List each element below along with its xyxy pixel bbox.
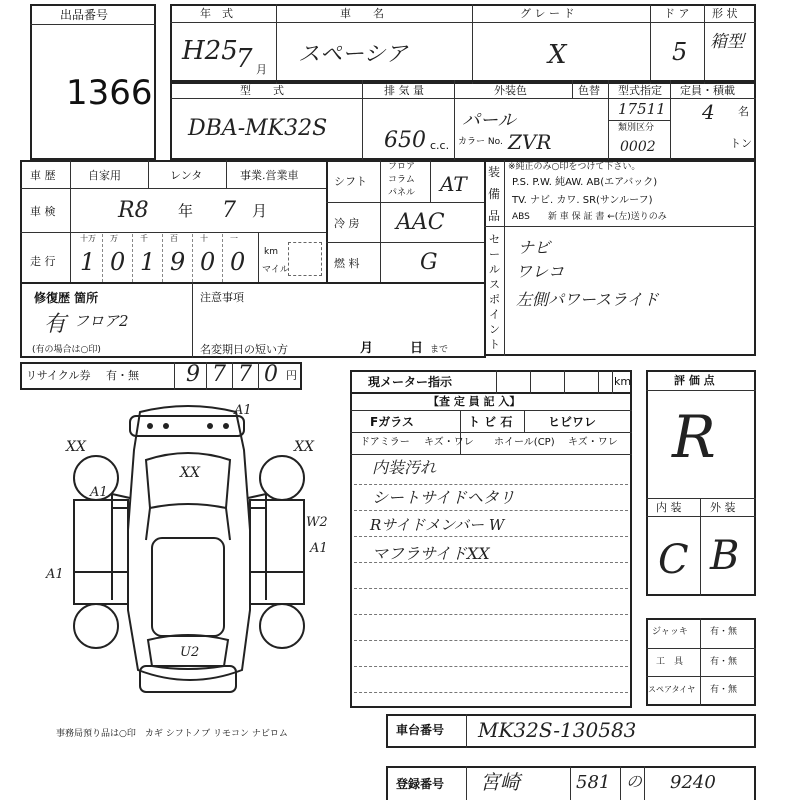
recycle-divider [258,362,259,390]
mileage-end-divider [258,232,259,284]
month-value: 7 [236,44,253,74]
mark-9: A1 [90,485,108,500]
recycle-digit: 9 [186,362,200,387]
mileage-divider [162,234,163,282]
mileage-digit: 1 [140,248,156,276]
interior-label: 内 装 [656,501,682,514]
mileage-divider [222,234,223,282]
equipment-row-1: P.S. P.W. 純AW. AB(エアバック) [512,177,658,188]
sales-point-1: ナビ [518,238,551,257]
registration-class: 581 [576,772,611,793]
inspection-year-unit: 年 [178,202,194,220]
capacity-value: 4 [702,100,715,124]
repair-label: 修復歴 箇所 [34,291,99,305]
glass-crack: ヒビワレ [548,415,597,429]
mileage-divider [132,234,133,282]
mark-5: W2 [306,515,328,530]
short-name-label: 名変期日の短い方 [200,343,288,356]
inspector-line [354,666,628,667]
equipment-vertical-char: 備 [488,187,501,201]
door-label: ド ア [664,7,690,20]
color-change-label: 色替 [578,84,600,97]
jack-option: 有・無 [710,627,738,637]
meter-label: 現メーター指示 [368,375,453,389]
car-name-label: 車 名 [340,7,384,20]
recycle-digit: 7 [238,362,252,387]
inspector-line [354,614,628,615]
shift-label: シフト [334,175,367,188]
rental-label: レンタ [170,169,203,182]
spare-option: 有・無 [710,685,738,695]
car-name-value: スペーシア [298,42,408,67]
mark-6: A1 [310,541,328,556]
fuel-label: 燃 料 [334,257,360,270]
inspector-note-4: マフラサイドXX [372,544,490,563]
color-label: 外装色 [494,84,527,97]
model-designation-label: 型式指定 [618,84,662,97]
mileage-divider [192,234,193,282]
day-label: 日 [410,341,424,356]
recycle-label: リサイクル券 [26,369,91,382]
interior-value: C [658,537,689,583]
wheel-options: キズ・ワレ [568,437,618,448]
shift-option: コラム [388,175,415,185]
registration-kana: の [626,772,643,791]
chassis-label: 車台番号 [396,723,445,737]
inspector-line [354,692,628,693]
mileage-digit: 0 [110,248,126,276]
equipment-vertical-char: 品 [488,209,501,223]
score-value: R [672,403,716,471]
mileage-digit: 9 [170,248,186,276]
mark-3: A1 [234,403,252,418]
color-value: パール [462,110,516,131]
tool-option: 有・無 [710,657,738,667]
mark-1: XX [66,439,86,455]
mileage-unit-label: 百 [170,234,178,243]
year-label: 年 式 [200,7,233,20]
mileage-unit-label: 万 [110,234,118,243]
ac-label: 冷 房 [334,217,360,230]
exterior-label: 外 装 [710,501,736,514]
repair-value: 有 [44,312,67,337]
mileage-unit-label: 十 [200,234,208,243]
load-unit: トン [730,137,752,150]
business-label: 事業.営業車 [240,169,299,182]
month-label: 月 [360,341,374,356]
recycle-digit: 0 [264,362,278,387]
mileage-digit: 1 [80,248,96,276]
inspector-line [354,484,628,485]
sales-point-3: 左側パワースライド [516,290,659,309]
inspector-title: 【査 定 員 記 入】 [428,395,521,408]
inspector-line [354,536,628,537]
type-value: DBA-MK32S [188,116,328,141]
history-label: 車 歴 [30,169,56,182]
spare-label: スペアタイヤ [648,685,696,694]
registration-region: 宮崎 [480,770,520,794]
mileage-unit-label: 千 [140,234,148,243]
glass-options: ト ビ 石 [468,415,513,429]
mileage-digit: 0 [200,248,216,276]
registration-number: 9240 [670,772,716,793]
registration-label: 登録番号 [396,777,445,791]
inspection-month-unit: 月 [252,202,268,220]
displacement-unit: c.c. [430,139,450,152]
ac-value: AAC [396,210,445,235]
sales-vertical-char: イ [489,308,500,321]
displacement-value: 650 [384,128,426,153]
mirror-label: ドアミラー [360,437,410,448]
category-value: 0002 [620,139,656,155]
capacity-label: 定員・積載 [680,84,735,97]
equipment-row-3: ABS 新 車 保 証 書 ←(左)送りのみ [512,212,667,222]
displacement-label: 排 気 量 [384,84,424,97]
repair-note: フロア2 [74,312,129,330]
mileage-label: 走 行 [30,255,56,268]
mileage-divider [102,234,103,282]
fuel-value: G [420,250,438,275]
capacity-unit: 名 [738,105,749,118]
door-value: 5 [672,38,688,66]
car-diagram [0,390,340,720]
shift-option: フロア [388,162,416,172]
office-note: 事務局預り品は○印 カギ シフトノブ リモコン ナビロム [56,729,288,739]
score-label: 評 価 点 [674,374,715,387]
inspection-month: 7 [222,198,236,223]
recycle-unit: 円 [286,369,297,382]
equipment-row-2: TV. ナビ. カワ. SR(サンルーフ) [512,195,653,206]
until-label: まで [430,345,449,355]
shape-value: 箱型 [710,32,744,52]
inspector-note-2: シートサイドヘタリ [372,488,515,507]
sales-vertical-char: ー [489,248,500,261]
inspector-note-1: 内装汚れ [372,458,437,477]
color-code-label: カラー No. [458,137,503,147]
inspector-line [354,640,628,641]
sales-vertical-char: ポ [489,293,500,306]
mileage-unit-label: 十万 [80,234,96,243]
private-label: 自家用 [88,169,121,182]
mile-label: マイル [262,265,289,275]
mileage-digit: 0 [230,248,246,276]
tool-label: 工 具 [656,657,684,667]
model-designation-value: 17511 [618,100,666,118]
jack-label: ジャッキ [652,627,688,637]
sales-vertical-char: ン [489,323,500,336]
mileage-unit-label: 一 [230,234,238,243]
mark-8: U2 [180,645,200,660]
sales-vertical-char: ト [489,338,500,351]
equipment-box [484,160,756,356]
shape-label: 形 状 [712,7,738,20]
recycle-digit: 7 [212,362,226,387]
lot-number: 1366 [66,73,153,113]
sales-vertical-char: ル [489,263,500,276]
notes-label: 注意事項 [200,291,244,304]
inspector-line [354,588,628,589]
shift-value: AT [440,172,467,196]
year-value: H25 [182,36,238,66]
sales-vertical-char: セ [489,233,500,246]
mark-4: XX [180,465,200,481]
grade-value: X [548,40,567,70]
wheel-label: ホイール(CP) [494,437,555,448]
meter-unit: km [614,375,632,388]
inspection-era: R8 [118,198,149,223]
km-label: km [264,247,278,257]
shift-option: パネル [388,188,416,198]
recycle-divider [206,362,207,390]
inspector-note-3: Rサイドメンバー W [370,516,505,534]
mark-7: A1 [46,567,64,582]
type-label: 型 式 [240,84,284,97]
sales-point-2: ワレコ [516,262,565,281]
sales-vertical-char: ス [489,278,500,291]
lot-label: 出品番号 [60,8,109,22]
recycle-option: 有・無 [106,369,139,382]
mirror-options: キズ・ワレ [424,437,474,448]
color-code-value: ZVR [508,130,552,154]
chassis-value: MK32S-130583 [478,718,637,742]
mark-2: XX [294,439,314,455]
equipment-vertical-char: 装 [488,165,501,179]
month-unit: 月 [256,63,267,76]
category-label: 類別区分 [618,123,655,133]
inspector-line [354,510,628,511]
repair-sub-label: (有の場合は○印) [32,345,101,355]
exterior-value: B [710,533,740,579]
recycle-divider [232,362,233,390]
equipment-note: ※純正のみ○印をつけて下さい。 [508,162,641,172]
inspection-label: 車 検 [30,205,56,218]
grade-label: グ レ ー ド [520,7,575,20]
glass-label: Fガラス [370,415,414,429]
